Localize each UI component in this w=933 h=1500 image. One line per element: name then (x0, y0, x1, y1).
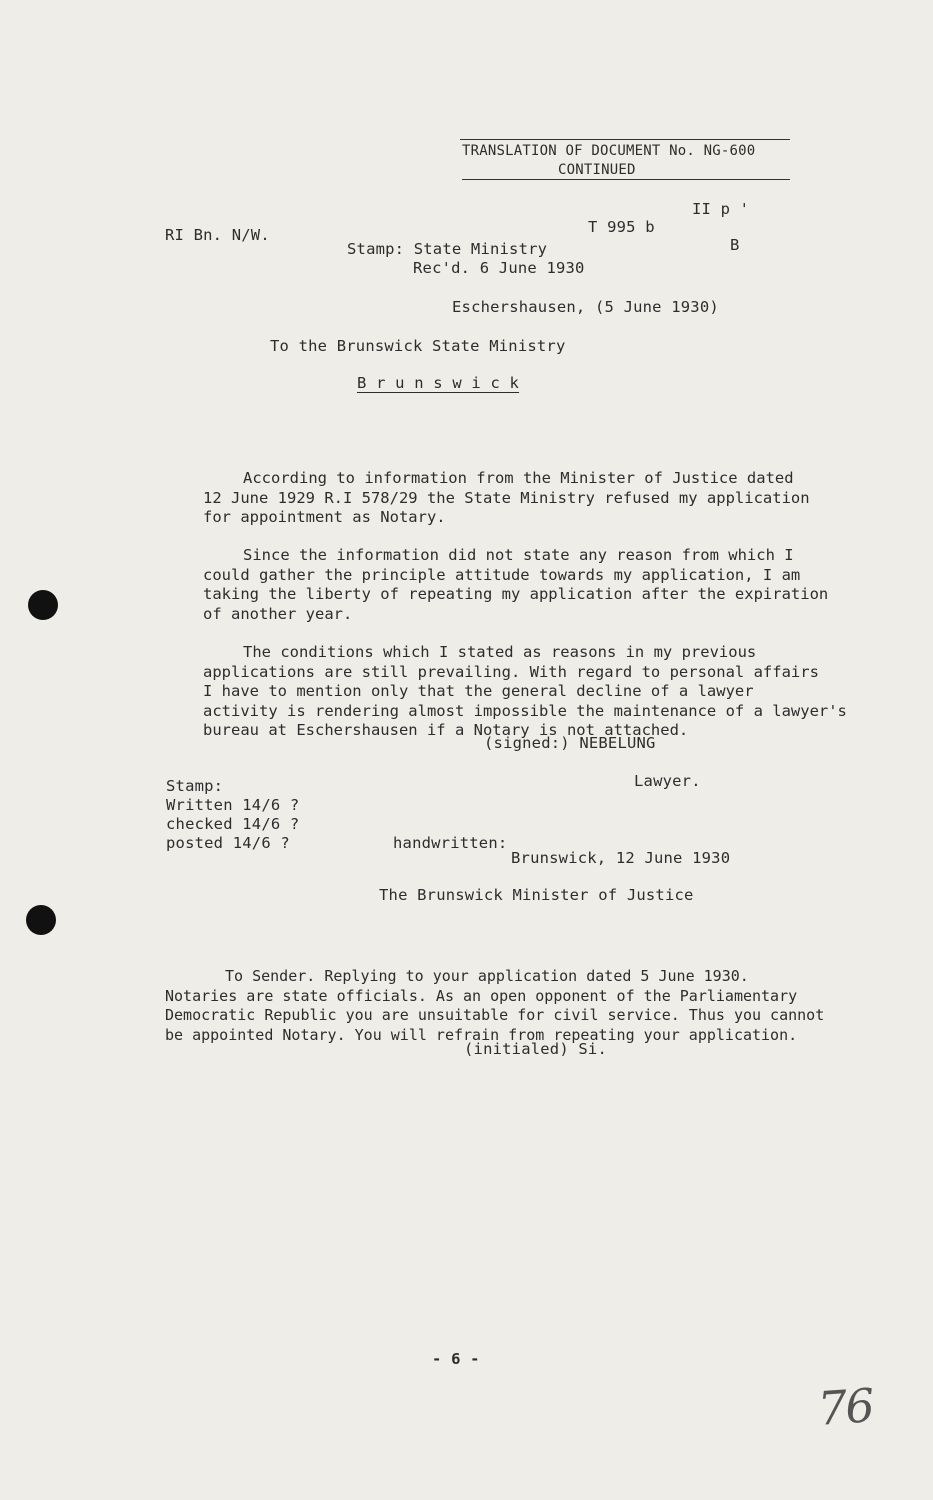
body-paragraph-1-text: According to information from the Minister of Justice dated 12 June 1929 R.I 578/29 the State Ministry refused my application for appointment as Notary. (203, 469, 810, 526)
margin-note-ii-p: II p ' (692, 200, 750, 218)
signature-line: (signed:) NEBELUNG (484, 734, 656, 752)
reply-from: The Brunswick Minister of Justice (379, 886, 694, 904)
body-paragraph-2-text: Since the information did not state any reason from which I could gather the principle attitude towards my application, I am taking the liberty of repeating my application after the expiration of another year. (203, 546, 829, 623)
reply-initialed: (initialed) Si. (464, 1040, 607, 1058)
reply-handwritten-label: handwritten: (393, 834, 508, 852)
addressee-line: To the Brunswick State Ministry (270, 337, 566, 355)
document-title: TRANSLATION OF DOCUMENT No. NG-600 (462, 143, 756, 159)
page-number: - 6 - (432, 1350, 480, 1368)
reply-place-date: Brunswick, 12 June 1930 (511, 849, 731, 867)
signature-title: Lawyer. (634, 772, 701, 790)
office-stamp-written: Written 14/6 ? (166, 796, 300, 814)
body-paragraph-3-text: The conditions which I stated as reasons in my previous applications are still prevailing. With regard to personal affairs I have to mention only that the general decline of a lawyer activity is rendering almost impossible the maintenance of a lawyer's bureau at Eschershausen if a Notary is not attached. (203, 643, 847, 739)
margin-note-b: B (730, 236, 740, 254)
header-bottom-rule (462, 179, 790, 180)
office-stamp-label: Stamp: (166, 777, 224, 795)
reference-code: RI Bn. N/W. (165, 226, 270, 244)
document-title-continued: CONTINUED (558, 162, 636, 178)
punch-hole-top (28, 590, 58, 620)
addressee-city: B r u n s w i c k (357, 374, 520, 392)
reply-paragraph-text: To Sender. Replying to your application dated 5 June 1930. Notaries are state officials. As an open opponent of the Parliamentary Democratic Republic you are unsuitable for civil service. Thus you cannot be appointed Notary. You will refrain from repeating your application. (165, 967, 825, 1044)
body-paragraph-3 (203, 604, 863, 780)
received-stamp-line1: Stamp: State Ministry (347, 240, 548, 258)
received-stamp-line2: Rec'd. 6 June 1930 (413, 259, 585, 277)
header-top-rule (460, 139, 790, 140)
margin-note-t-number: T 995 b (588, 218, 655, 236)
office-stamp-checked: checked 14/6 ? (166, 815, 300, 833)
reply-paragraph (165, 928, 825, 1084)
punch-hole-bottom (26, 905, 56, 935)
office-stamp-posted: posted 14/6 ? (166, 834, 290, 852)
folio-number: 76 (816, 1378, 875, 1436)
place-date: Eschershausen, (5 June 1930) (452, 298, 719, 316)
